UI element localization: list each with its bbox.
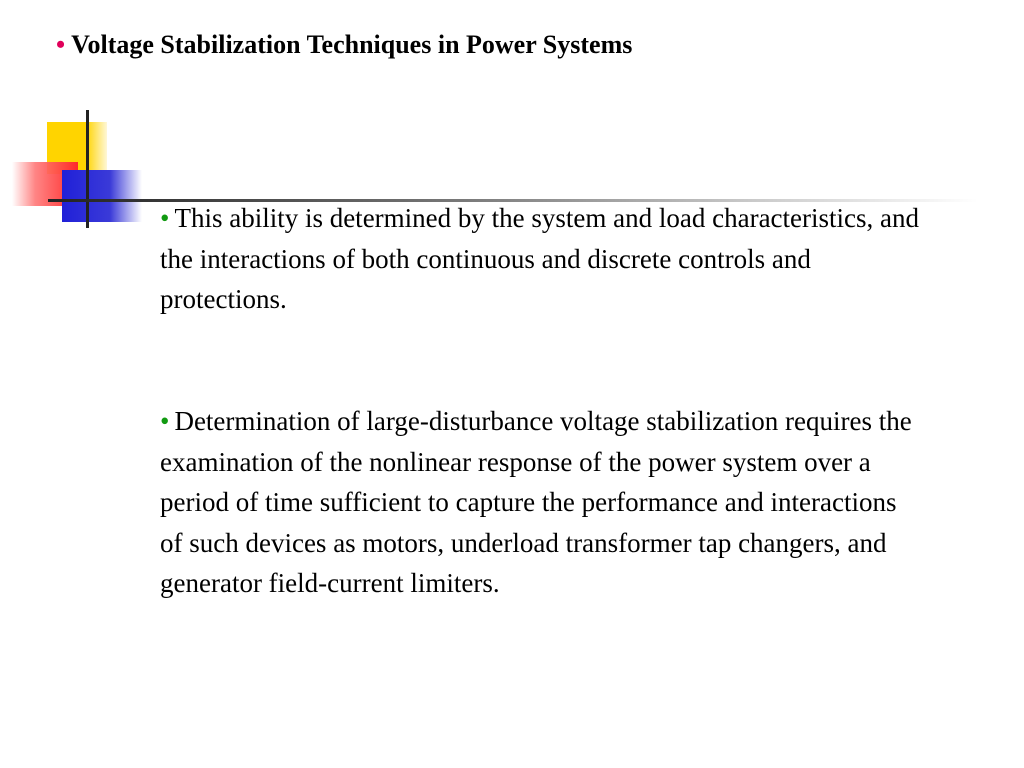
- title-text: Voltage Stabilization Techniques in Power Systems: [71, 30, 633, 59]
- blue-square-decoration: [62, 170, 142, 222]
- title-bullet: •: [56, 30, 66, 59]
- bullet-item: [160, 198, 920, 320]
- bullet-text: This ability is determined by the system and load characteristics, and the interactions of both continuous and discrete controls and protections.: [160, 203, 919, 314]
- vertical-rule: [86, 110, 89, 228]
- bullet-marker: •: [160, 406, 170, 436]
- bullet-item: [160, 401, 920, 604]
- bullet-marker: •: [160, 203, 170, 233]
- bullet-text: Determination of large-disturbance voltage stabilization requires the examination of the nonlinear response of the power system over a period of time sufficient to capture the performance and interactions of such devices as motors, underload transformer tap changers, and generator field-current limiters.: [160, 406, 912, 598]
- slide-title: [56, 30, 632, 60]
